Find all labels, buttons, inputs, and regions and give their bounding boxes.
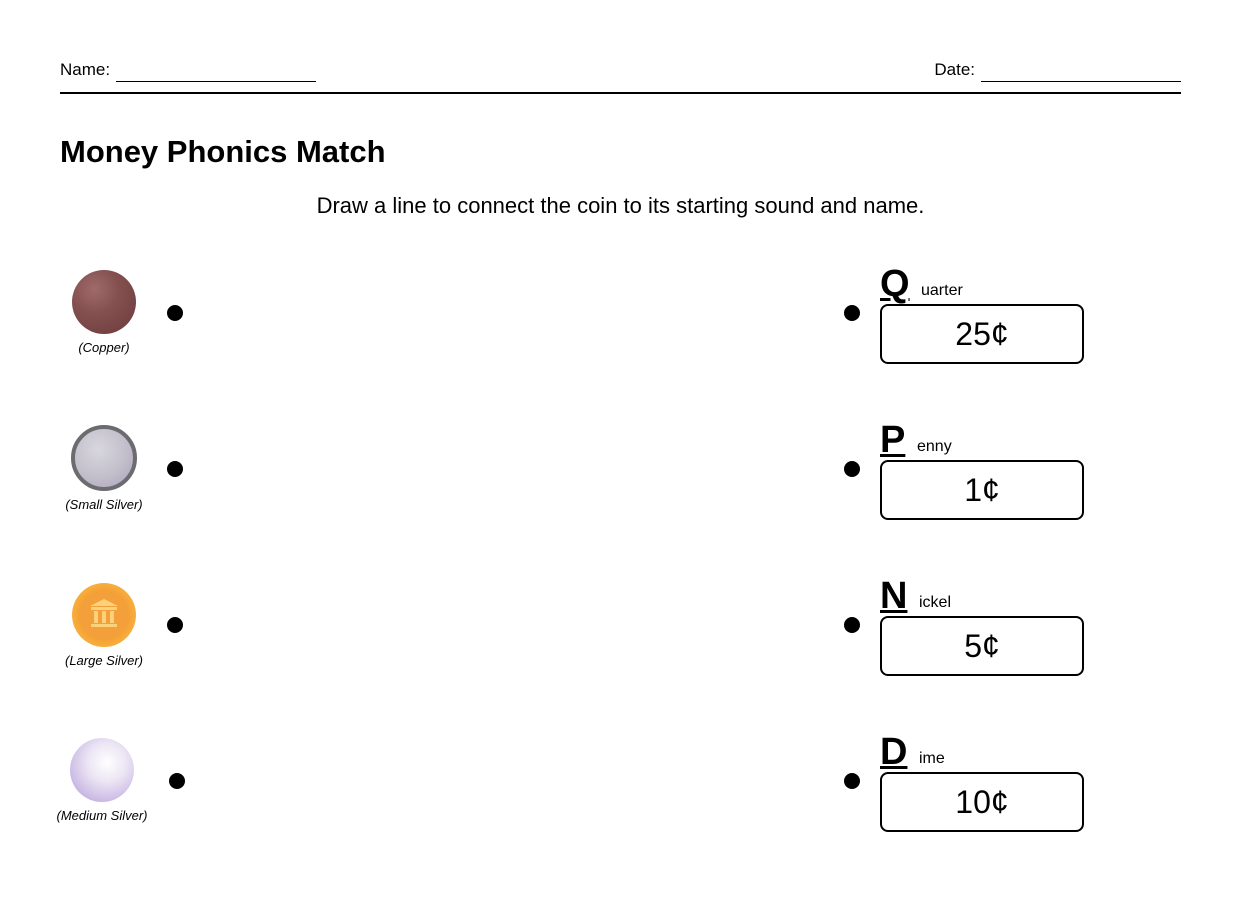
answer-dime — [880, 732, 1084, 832]
coin-word — [880, 420, 1084, 460]
starting-letter: D — [880, 731, 908, 773]
coin-caption: (Small Silver) — [65, 497, 143, 512]
answer-quarter — [880, 264, 1084, 364]
starting-letter: P — [880, 419, 906, 461]
right-match-dot-2[interactable] — [844, 461, 860, 477]
value-box: 5¢ — [880, 616, 1084, 676]
instructions: Draw a line to connect the coin to its starting sound and name. — [316, 193, 925, 218]
left-match-dot-1[interactable] — [167, 305, 183, 321]
left-match-dot-3[interactable] — [167, 617, 183, 633]
date-label: Date: — [934, 60, 975, 79]
name-field — [60, 58, 316, 82]
page-title: Money Phonics Match — [60, 134, 386, 169]
coin-item-copper — [44, 270, 164, 356]
starting-letter: Q — [880, 263, 910, 305]
word-remainder: ime — [919, 750, 945, 767]
coin-caption: (Medium Silver) — [56, 808, 148, 823]
answer-nickel — [880, 576, 1084, 676]
name-label: Name: — [60, 60, 111, 79]
coin-caption: (Large Silver) — [64, 653, 144, 668]
coin-item-large-silver — [44, 583, 164, 669]
coin-item-small-silver — [44, 426, 164, 513]
right-match-dot-4[interactable] — [844, 773, 860, 789]
small-silver-coin-icon — [71, 425, 137, 491]
left-match-dot-4[interactable] — [169, 773, 185, 789]
medium-silver-coin-icon — [70, 738, 134, 802]
value-box: 25¢ — [880, 304, 1084, 364]
coin-caption: (Copper) — [78, 340, 130, 355]
word-remainder: enny — [917, 438, 952, 455]
value-box: 1¢ — [880, 460, 1084, 520]
word-remainder: uarter — [921, 282, 963, 299]
worksheet-header — [60, 58, 1181, 82]
coin-word — [880, 264, 1084, 304]
header-divider — [60, 92, 1181, 94]
right-match-dot-3[interactable] — [844, 617, 860, 633]
date-blank-line[interactable] — [981, 64, 1181, 82]
coin-item-medium-silver — [42, 738, 162, 824]
answer-penny — [880, 420, 1084, 520]
date-field — [934, 58, 1181, 82]
starting-letter: N — [880, 575, 908, 617]
large-coin-bank-icon — [72, 583, 136, 647]
value-box: 10¢ — [880, 772, 1084, 832]
word-remainder: ickel — [919, 594, 952, 611]
coin-word — [880, 576, 1084, 616]
left-match-dot-2[interactable] — [167, 461, 183, 477]
coin-word — [880, 732, 1084, 772]
name-blank-line[interactable] — [116, 64, 316, 82]
copper-coin-icon — [72, 270, 136, 334]
right-match-dot-1[interactable] — [844, 305, 860, 321]
